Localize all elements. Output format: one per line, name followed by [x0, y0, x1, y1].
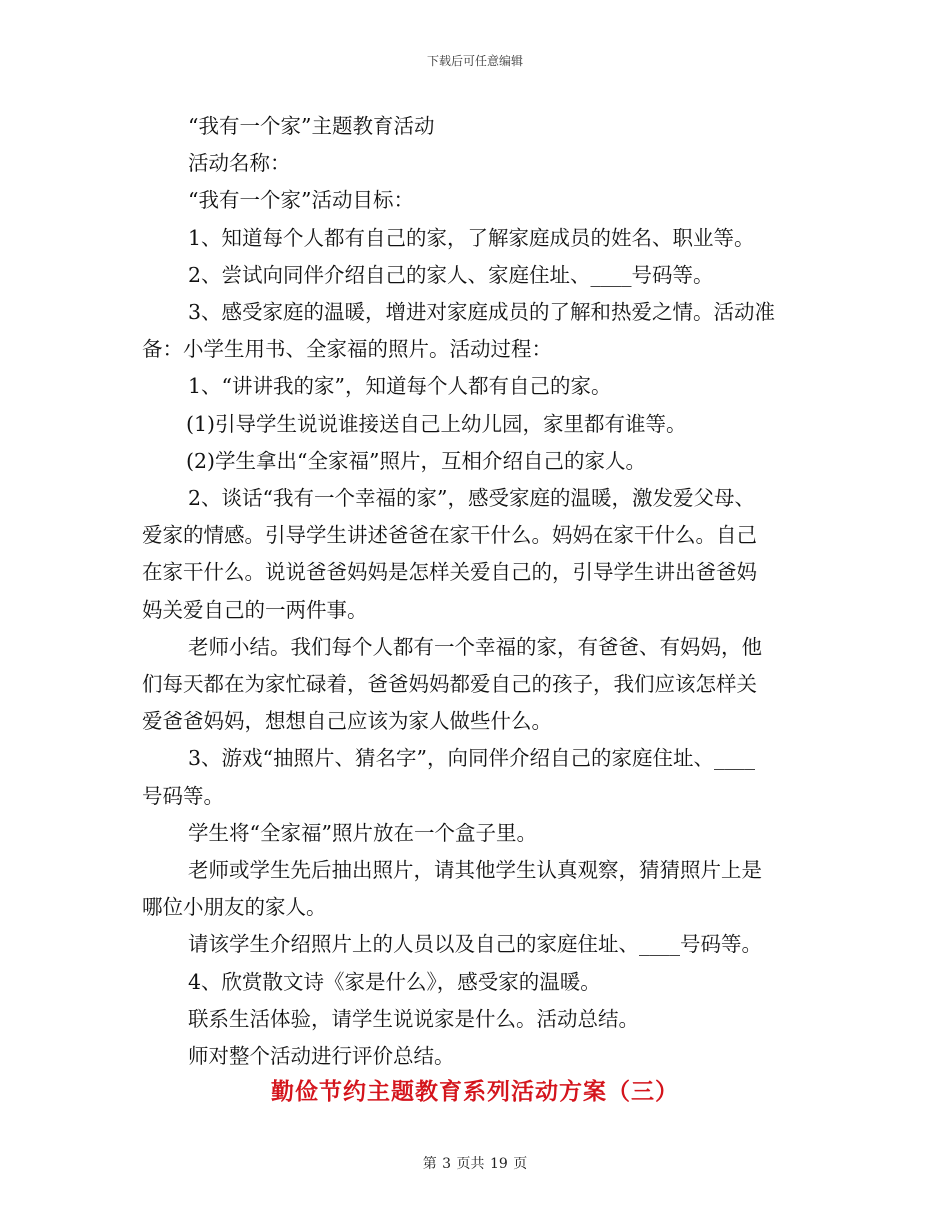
body-line: 2、谈话“我有一个幸福的家”，感受家庭的温暖，激发爱父母、: [188, 486, 756, 511]
body-line: (2)学生拿出“全家福”照片，互相介绍自己的家人。: [186, 448, 646, 473]
body-line: 妈关爱自己的一两件事。: [142, 597, 368, 622]
body-line: 活动名称：: [188, 151, 291, 176]
body-line: “我有一个家”活动目标：: [188, 188, 414, 213]
body-line: (1)引导学生说说谁接送自己上幼儿园，家里都有谁等。: [186, 411, 687, 436]
body-line: 3、游戏“抽照片、猜名字”，向同伴介绍自己的家庭住址、____: [188, 746, 756, 771]
body-line: 1、知道每个人都有自己的家，了解家庭成员的姓名、职业等。: [188, 225, 755, 250]
body-line: 哪位小朋友的家人。: [142, 895, 327, 920]
body-line: 老师小结。我们每个人都有一个幸福的家，有爸爸、有妈妈，他: [188, 634, 762, 659]
body-line: 1、“讲讲我的家”，知道每个人都有自己的家。: [188, 374, 612, 399]
body-line: 联系生活体验，请学生说说家是什么。活动总结。: [188, 1006, 639, 1031]
body-line: 爱爸爸妈妈，想想自己应该为家人做些什么。: [142, 709, 552, 734]
body-line: 3、感受家庭的温暖，增进对家庭成员的了解和热爱之情。活动准: [188, 300, 776, 325]
body-line: “我有一个家”主题教育活动: [188, 114, 435, 138]
body-line: 2、尝试向同伴介绍自己的家人、家庭住址、____号码等。: [188, 262, 714, 287]
body-line: 4、欣赏散文诗《家是什么》，感受家的温暖。: [188, 969, 601, 994]
body-line: 备：小学生用书、全家福的照片。活动过程：: [142, 337, 552, 362]
page-header: 下载后可任意编辑: [426, 54, 523, 68]
body-line: 在家干什么。说说爸爸妈妈是怎样关爱自己的，引导学生讲出爸爸妈: [142, 560, 757, 585]
section-title: 勤俭节约主题教育系列活动方案（三）: [271, 1078, 679, 1105]
body-line: 请该学生介绍照片上的人员以及自己的家庭住址、____号码等。: [188, 932, 762, 957]
body-line: 学生将“全家福”照片放在一个盒子里。: [188, 820, 537, 845]
body-line: 爱家的情感。引导学生讲述爸爸在家干什么。妈妈在家干什么。自己: [142, 523, 757, 548]
body-line: 号码等。: [142, 783, 224, 808]
document-body: [142, 108, 810, 1075]
page-footer: 第 3 页共 19 页: [422, 1156, 528, 1172]
body-line: 师对整个活动进行评价总结。: [188, 1044, 455, 1069]
body-line: 们每天都在为家忙碌着，爸爸妈妈都爱自己的孩子，我们应该怎样关: [142, 672, 757, 697]
body-line: 老师或学生先后抽出照片，请其他学生认真观察，猜猜照片上是: [188, 858, 762, 883]
